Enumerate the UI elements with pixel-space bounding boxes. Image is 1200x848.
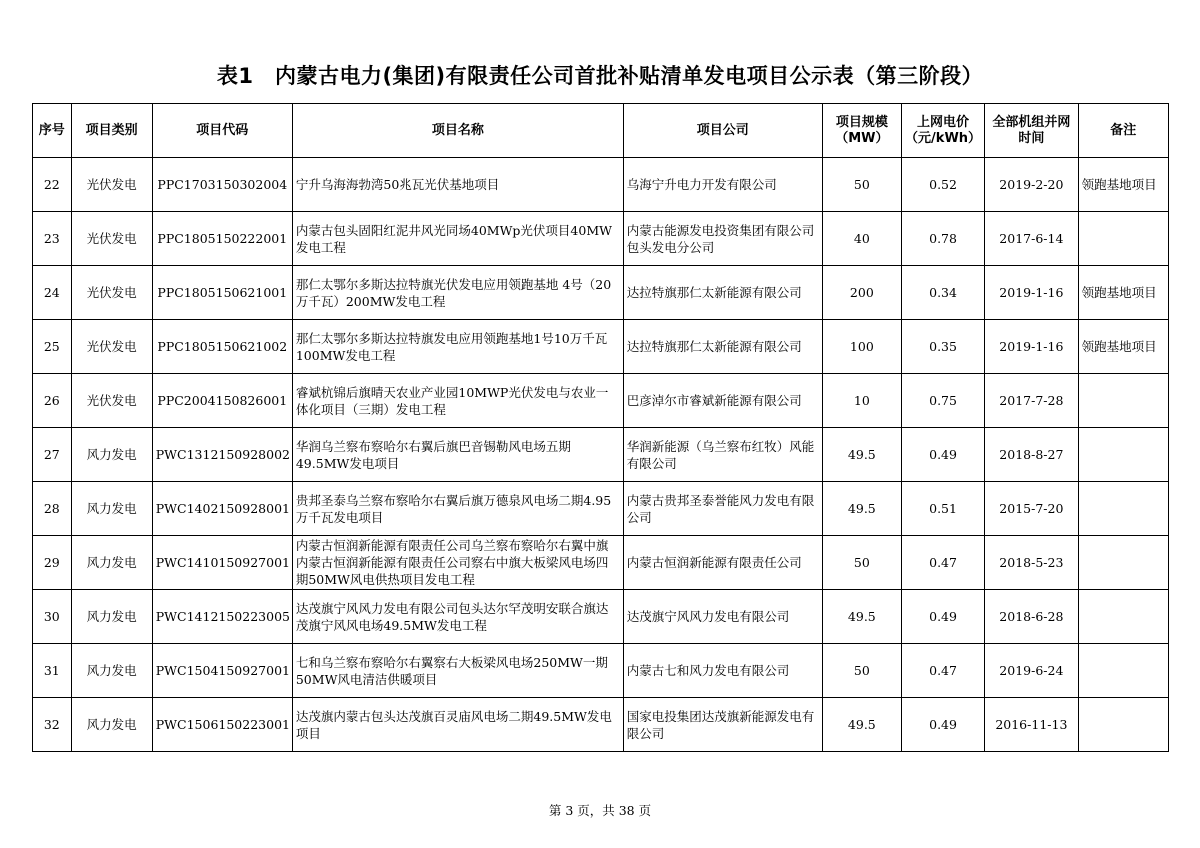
- cell-company: 内蒙古能源发电投资集团有限公司包头发电分公司: [623, 212, 822, 266]
- cell-grid-time: 2019-1-16: [985, 266, 1078, 320]
- cell-capacity: 49.5: [822, 428, 901, 482]
- cell-grid-time: 2019-6-24: [985, 644, 1078, 698]
- cell-capacity: 10: [822, 374, 901, 428]
- cell-price: 0.75: [901, 374, 984, 428]
- cell-company: 内蒙古贵邦圣泰誉能风力发电有限公司: [623, 482, 822, 536]
- cell-code: PPC2004150826001: [152, 374, 292, 428]
- cell-capacity: 49.5: [822, 698, 901, 752]
- cell-note: [1078, 644, 1168, 698]
- table-row: [33, 698, 1169, 752]
- header-seq: 序号: [33, 104, 72, 158]
- header-company: 项目公司: [623, 104, 822, 158]
- cell-type: 风力发电: [71, 536, 152, 590]
- cell-company: 华润新能源（乌兰察布红牧）风能有限公司: [623, 428, 822, 482]
- cell-type: 风力发电: [71, 590, 152, 644]
- cell-code: PPC1805150621002: [152, 320, 292, 374]
- cell-note: [1078, 698, 1168, 752]
- cell-seq: 28: [33, 482, 72, 536]
- cell-capacity: 49.5: [822, 482, 901, 536]
- table-row: [33, 590, 1169, 644]
- cell-company: 巴彦淖尔市睿斌新能源有限公司: [623, 374, 822, 428]
- cell-note: [1078, 536, 1168, 590]
- cell-capacity: 40: [822, 212, 901, 266]
- cell-type: 光伏发电: [71, 266, 152, 320]
- cell-seq: 24: [33, 266, 72, 320]
- cell-note: 领跑基地项目: [1078, 266, 1168, 320]
- table-row: [33, 266, 1169, 320]
- table-body: [33, 158, 1169, 752]
- cell-project-name: 七和乌兰察布察哈尔右翼察右大板梁风电场250MW一期50MW风电清洁供暖项目: [292, 644, 623, 698]
- cell-price: 0.35: [901, 320, 984, 374]
- cell-seq: 30: [33, 590, 72, 644]
- cell-company: 内蒙古恒润新能源有限责任公司: [623, 536, 822, 590]
- table-row: [33, 644, 1169, 698]
- cell-price: 0.47: [901, 536, 984, 590]
- cell-note: 领跑基地项目: [1078, 158, 1168, 212]
- table-row: [33, 428, 1169, 482]
- header-code: 项目代码: [152, 104, 292, 158]
- cell-seq: 25: [33, 320, 72, 374]
- cell-grid-time: 2017-7-28: [985, 374, 1078, 428]
- cell-price: 0.47: [901, 644, 984, 698]
- cell-code: PWC1412150223005: [152, 590, 292, 644]
- cell-type: 风力发电: [71, 428, 152, 482]
- cell-grid-time: 2018-6-28: [985, 590, 1078, 644]
- cell-note: 领跑基地项目: [1078, 320, 1168, 374]
- cell-code: PPC1805150222001: [152, 212, 292, 266]
- cell-type: 光伏发电: [71, 212, 152, 266]
- cell-company: 达拉特旗那仁太新能源有限公司: [623, 320, 822, 374]
- cell-grid-time: 2019-1-16: [985, 320, 1078, 374]
- cell-price: 0.52: [901, 158, 984, 212]
- cell-price: 0.78: [901, 212, 984, 266]
- table-row: [33, 374, 1169, 428]
- cell-project-name: 华润乌兰察布察哈尔右翼后旗巴音锡勒风电场五期49.5MW发电项目: [292, 428, 623, 482]
- cell-price: 0.49: [901, 428, 984, 482]
- cell-company: 达拉特旗那仁太新能源有限公司: [623, 266, 822, 320]
- cell-company: 乌海宁升电力开发有限公司: [623, 158, 822, 212]
- cell-code: PPC1703150302004: [152, 158, 292, 212]
- cell-project-name: 那仁太鄂尔多斯达拉特旗发电应用领跑基地1号10万千瓦100MW发电工程: [292, 320, 623, 374]
- cell-seq: 26: [33, 374, 72, 428]
- header-price: 上网电价（元/kWh）: [901, 104, 984, 158]
- cell-grid-time: 2017-6-14: [985, 212, 1078, 266]
- cell-seq: 32: [33, 698, 72, 752]
- cell-grid-time: 2018-8-27: [985, 428, 1078, 482]
- cell-type: 风力发电: [71, 698, 152, 752]
- cell-price: 0.49: [901, 698, 984, 752]
- header-note: 备注: [1078, 104, 1168, 158]
- cell-company: 内蒙古七和风力发电有限公司: [623, 644, 822, 698]
- cell-capacity: 50: [822, 536, 901, 590]
- cell-project-name: 贵邦圣泰乌兰察布察哈尔右翼后旗万德泉风电场二期4.95万千瓦发电项目: [292, 482, 623, 536]
- cell-type: 光伏发电: [71, 320, 152, 374]
- cell-capacity: 100: [822, 320, 901, 374]
- page-title: 表1 内蒙古电力(集团)有限责任公司首批补贴清单发电项目公示表（第三阶段）: [216, 64, 984, 88]
- table-header-row: [33, 104, 1169, 158]
- cell-code: PPC1805150621001: [152, 266, 292, 320]
- cell-code: PWC1312150928002: [152, 428, 292, 482]
- header-type: 项目类别: [71, 104, 152, 158]
- cell-seq: 29: [33, 536, 72, 590]
- cell-grid-time: 2019-2-20: [985, 158, 1078, 212]
- cell-price: 0.34: [901, 266, 984, 320]
- cell-grid-time: 2016-11-13: [985, 698, 1078, 752]
- cell-note: [1078, 212, 1168, 266]
- table-row: [33, 482, 1169, 536]
- cell-type: 风力发电: [71, 482, 152, 536]
- cell-type: 光伏发电: [71, 374, 152, 428]
- cell-grid-time: 2018-5-23: [985, 536, 1078, 590]
- cell-seq: 23: [33, 212, 72, 266]
- cell-project-name: 达茂旗内蒙古包头达茂旗百灵庙风电场二期49.5MW发电项目: [292, 698, 623, 752]
- projects-table: [32, 103, 1169, 752]
- cell-capacity: 200: [822, 266, 901, 320]
- cell-project-name: 内蒙古恒润新能源有限责任公司乌兰察布察哈尔右翼中旗内蒙古恒润新能源有限责任公司察右中旗大板梁风电场四期50MW风电供热项目发电工程: [292, 536, 623, 590]
- cell-seq: 31: [33, 644, 72, 698]
- cell-seq: 22: [33, 158, 72, 212]
- cell-note: [1078, 374, 1168, 428]
- cell-note: [1078, 428, 1168, 482]
- header-grid-time: 全部机组并网时间: [985, 104, 1078, 158]
- table-row: [33, 320, 1169, 374]
- cell-company: 达茂旗宁风风力发电有限公司: [623, 590, 822, 644]
- cell-project-name: 那仁太鄂尔多斯达拉特旗光伏发电应用领跑基地 4号（20万千瓦）200MW发电工程: [292, 266, 623, 320]
- cell-project-name: 睿斌杭锦后旗晴天农业产业园10MWP光伏发电与农业一体化项目（三期）发电工程: [292, 374, 623, 428]
- cell-note: [1078, 590, 1168, 644]
- cell-capacity: 50: [822, 644, 901, 698]
- cell-price: 0.51: [901, 482, 984, 536]
- cell-type: 光伏发电: [71, 158, 152, 212]
- cell-capacity: 49.5: [822, 590, 901, 644]
- table-row: [33, 536, 1169, 590]
- cell-seq: 27: [33, 428, 72, 482]
- header-name: 项目名称: [292, 104, 623, 158]
- table-row: [33, 158, 1169, 212]
- cell-code: PWC1402150928001: [152, 482, 292, 536]
- header-capacity: 项目规模（MW）: [822, 104, 901, 158]
- cell-code: PWC1410150927001: [152, 536, 292, 590]
- cell-grid-time: 2015-7-20: [985, 482, 1078, 536]
- cell-code: PWC1504150927001: [152, 644, 292, 698]
- table-row: [33, 212, 1169, 266]
- cell-project-name: 宁升乌海海勃湾50兆瓦光伏基地项目: [292, 158, 623, 212]
- cell-note: [1078, 482, 1168, 536]
- page-footer: 第 3 页，共 38 页: [548, 803, 652, 818]
- cell-capacity: 50: [822, 158, 901, 212]
- cell-project-name: 达茂旗宁风风力发电有限公司包头达尔罕茂明安联合旗达茂旗宁风风电场49.5MW发电工程: [292, 590, 623, 644]
- cell-code: PWC1506150223001: [152, 698, 292, 752]
- cell-price: 0.49: [901, 590, 984, 644]
- cell-type: 风力发电: [71, 644, 152, 698]
- cell-project-name: 内蒙古包头固阳红泥井风光同场40MWp光伏项目40MW发电工程: [292, 212, 623, 266]
- cell-company: 国家电投集团达茂旗新能源发电有限公司: [623, 698, 822, 752]
